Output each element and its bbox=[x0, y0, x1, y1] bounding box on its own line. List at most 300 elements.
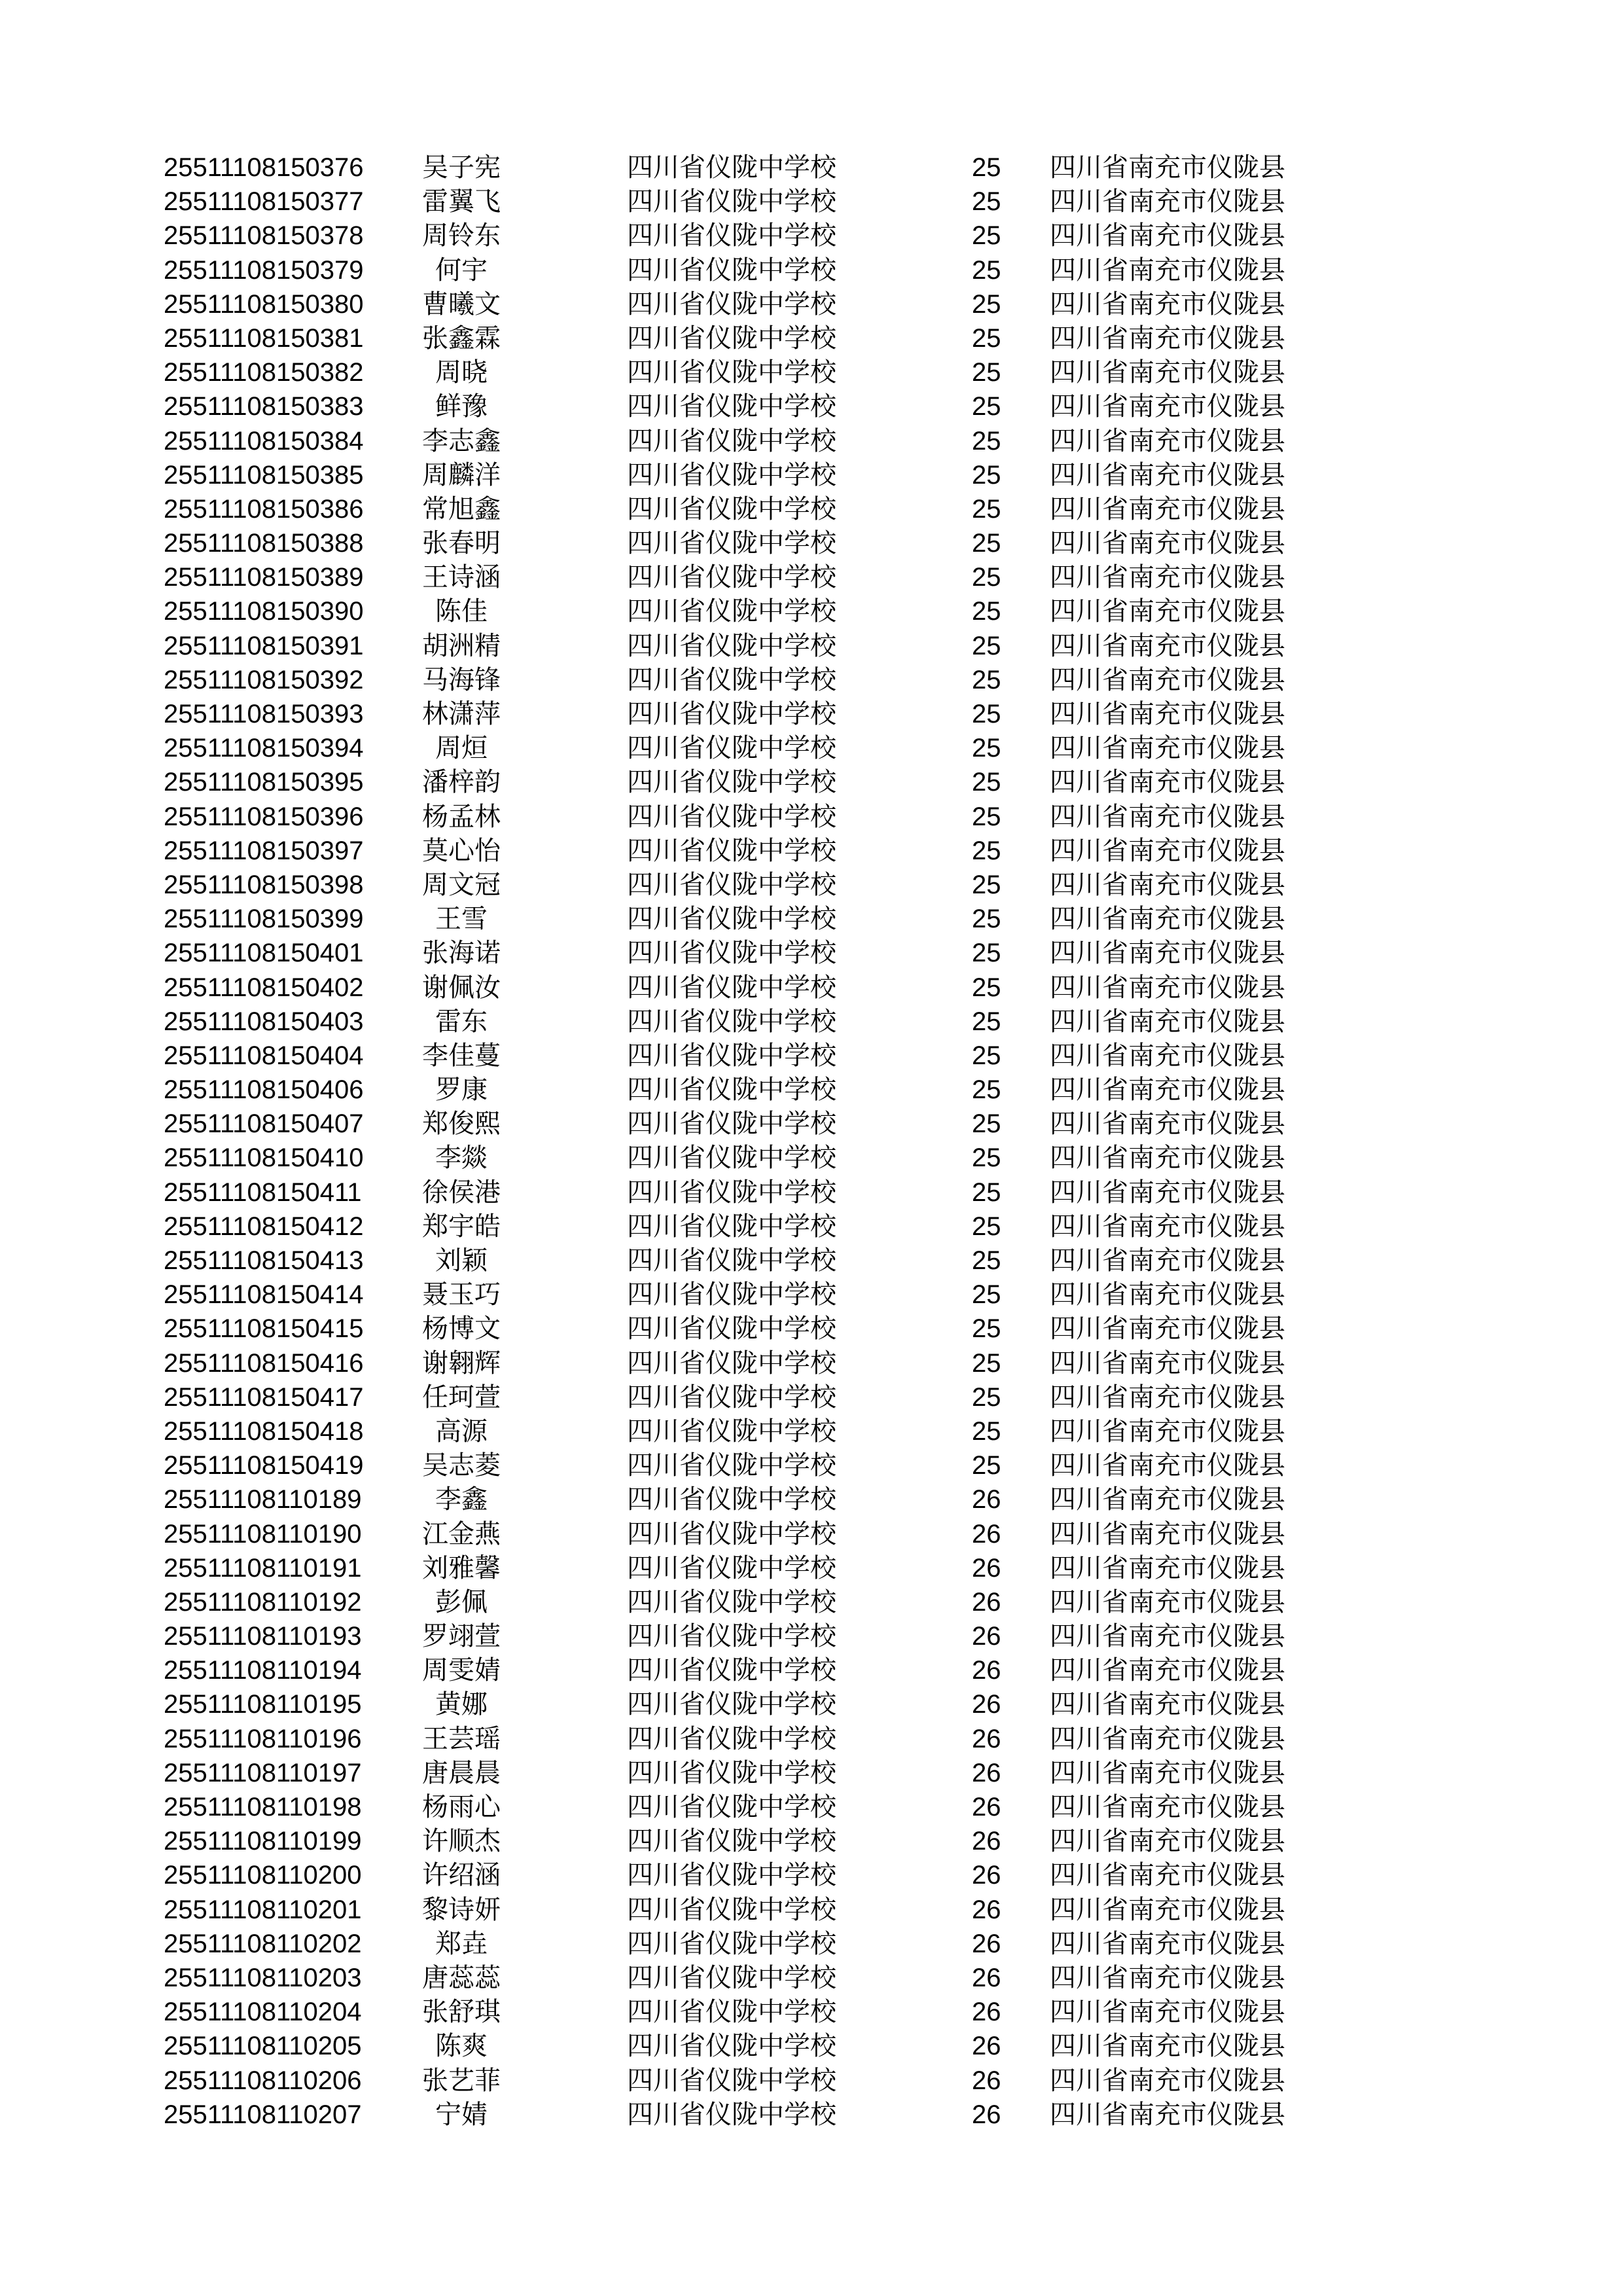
student-name-cell: 黎诗妍 bbox=[422, 1894, 501, 1925]
student-name-cell: 周文冠 bbox=[422, 869, 501, 900]
school-cell: 四川省仪陇中学校 bbox=[627, 425, 836, 456]
table-row bbox=[0, 1517, 1623, 1551]
student-name-cell: 周麟洋 bbox=[422, 459, 501, 490]
number-cell: 25 bbox=[972, 1314, 1001, 1344]
address-cell: 四川省南充市仪陇县 bbox=[1050, 1894, 1285, 1925]
school-cell: 四川省仪陇中学校 bbox=[627, 733, 836, 764]
student-id-cell: 25511108150393 bbox=[164, 700, 364, 728]
number-cell: 25 bbox=[972, 1451, 1001, 1480]
number-cell: 25 bbox=[972, 1246, 1001, 1275]
school-cell: 四川省仪陇中学校 bbox=[627, 1689, 836, 1720]
student-name-cell: 鲜豫 bbox=[435, 391, 488, 422]
number-cell: 26 bbox=[972, 1929, 1001, 1958]
student-id-cell: 25511108110201 bbox=[164, 1895, 362, 1924]
student-name-cell: 张海诺 bbox=[422, 938, 501, 969]
school-cell: 四川省仪陇中学校 bbox=[627, 1109, 836, 1139]
address-cell: 四川省南充市仪陇县 bbox=[1050, 938, 1285, 969]
student-id-cell: 25511108150418 bbox=[164, 1416, 364, 1446]
address-cell: 四川省南充市仪陇县 bbox=[1050, 904, 1285, 935]
school-cell: 四川省仪陇中学校 bbox=[627, 187, 836, 217]
address-cell: 四川省南充市仪陇县 bbox=[1050, 2031, 1285, 2062]
student-id-cell: 25511108110193 bbox=[164, 1622, 362, 1651]
school-cell: 四川省仪陇中学校 bbox=[627, 1826, 836, 1857]
school-cell: 四川省仪陇中学校 bbox=[627, 1723, 836, 1754]
student-id-cell: 25511108110202 bbox=[164, 1929, 362, 1958]
student-name-cell: 聂玉巧 bbox=[422, 1280, 501, 1310]
student-name-cell: 曹曦文 bbox=[422, 289, 501, 319]
number-cell: 25 bbox=[972, 494, 1001, 524]
table-row bbox=[0, 185, 1623, 219]
table-row bbox=[0, 1585, 1623, 1619]
student-id-cell: 25511108110196 bbox=[164, 1724, 362, 1753]
student-name-cell: 吴子宪 bbox=[422, 152, 501, 183]
school-cell: 四川省仪陇中学校 bbox=[627, 1621, 836, 1652]
student-id-cell: 25511108150378 bbox=[164, 221, 364, 251]
student-name-cell: 刘雅馨 bbox=[422, 1552, 501, 1583]
address-cell: 四川省南充市仪陇县 bbox=[1050, 1997, 1285, 2028]
school-cell: 四川省仪陇中学校 bbox=[627, 1792, 836, 1822]
student-id-cell: 25511108150398 bbox=[164, 870, 364, 899]
school-cell: 四川省仪陇中学校 bbox=[627, 596, 836, 627]
number-cell: 25 bbox=[972, 187, 1001, 217]
number-cell: 25 bbox=[972, 392, 1001, 422]
school-cell: 四川省仪陇中学校 bbox=[627, 391, 836, 422]
number-cell: 26 bbox=[972, 1998, 1001, 2027]
address-cell: 四川省南充市仪陇县 bbox=[1050, 255, 1285, 285]
address-cell: 四川省南充市仪陇县 bbox=[1050, 1382, 1285, 1412]
school-cell: 四川省仪陇中学校 bbox=[627, 357, 836, 388]
student-name-cell: 周烜 bbox=[435, 733, 488, 764]
address-cell: 四川省南充市仪陇县 bbox=[1050, 699, 1285, 729]
student-id-cell: 25511108110204 bbox=[164, 1998, 362, 2027]
table-row bbox=[0, 663, 1623, 697]
student-name-cell: 杨孟林 bbox=[422, 801, 501, 832]
table-row bbox=[0, 1824, 1623, 1858]
address-cell: 四川省南充市仪陇县 bbox=[1050, 1416, 1285, 1446]
student-name-cell: 彭佩 bbox=[435, 1587, 488, 1617]
table-row bbox=[0, 629, 1623, 663]
school-cell: 四川省仪陇中学校 bbox=[627, 1928, 836, 1959]
school-cell: 四川省仪陇中学校 bbox=[627, 630, 836, 661]
number-cell: 25 bbox=[972, 665, 1001, 694]
student-name-cell: 李鑫 bbox=[435, 1484, 488, 1515]
number-cell: 26 bbox=[972, 1827, 1001, 1856]
student-name-cell: 谢佩汝 bbox=[422, 972, 501, 1003]
student-name-cell: 林潇萍 bbox=[422, 699, 501, 729]
student-id-cell: 25511108150395 bbox=[164, 768, 364, 797]
table-row bbox=[0, 1448, 1623, 1482]
number-cell: 25 bbox=[972, 426, 1001, 456]
table-row bbox=[0, 1039, 1623, 1073]
address-cell: 四川省南充市仪陇县 bbox=[1050, 1757, 1285, 1788]
number-cell: 26 bbox=[972, 1861, 1001, 1890]
table-row bbox=[0, 1756, 1623, 1790]
school-cell: 四川省仪陇中学校 bbox=[627, 562, 836, 593]
address-cell: 四川省南充市仪陇县 bbox=[1050, 1143, 1285, 1174]
school-cell: 四川省仪陇中学校 bbox=[627, 1552, 836, 1583]
student-list bbox=[0, 151, 1623, 2132]
table-row bbox=[0, 1312, 1623, 1346]
student-id-cell: 25511108150416 bbox=[164, 1348, 364, 1378]
number-cell: 25 bbox=[972, 460, 1001, 490]
address-cell: 四川省南充市仪陇县 bbox=[1050, 1109, 1285, 1139]
table-row bbox=[0, 1619, 1623, 1653]
school-cell: 四川省仪陇中学校 bbox=[627, 1040, 836, 1071]
address-cell: 四川省南充市仪陇县 bbox=[1050, 1246, 1285, 1276]
number-cell: 26 bbox=[972, 1656, 1001, 1685]
school-cell: 四川省仪陇中学校 bbox=[627, 1348, 836, 1378]
address-cell: 四川省南充市仪陇县 bbox=[1050, 1348, 1285, 1378]
student-name-cell: 周铃东 bbox=[422, 221, 501, 251]
school-cell: 四川省仪陇中学校 bbox=[627, 1416, 836, 1446]
number-cell: 25 bbox=[972, 802, 1001, 831]
address-cell: 四川省南充市仪陇县 bbox=[1050, 1928, 1285, 1959]
student-id-cell: 25511108110206 bbox=[164, 2066, 362, 2095]
student-id-cell: 25511108150385 bbox=[164, 460, 364, 490]
student-name-cell: 何宇 bbox=[435, 255, 488, 285]
number-cell: 26 bbox=[972, 1690, 1001, 1719]
table-row bbox=[0, 355, 1623, 389]
address-cell: 四川省南充市仪陇县 bbox=[1050, 1826, 1285, 1857]
school-cell: 四川省仪陇中学校 bbox=[627, 2065, 836, 2096]
student-id-cell: 25511108150413 bbox=[164, 1246, 364, 1275]
number-cell: 26 bbox=[972, 2032, 1001, 2061]
number-cell: 25 bbox=[972, 905, 1001, 934]
school-cell: 四川省仪陇中学校 bbox=[627, 1655, 836, 1686]
address-cell: 四川省南充市仪陇县 bbox=[1050, 2065, 1285, 2096]
number-cell: 25 bbox=[972, 1177, 1001, 1207]
student-name-cell: 刘颖 bbox=[435, 1246, 488, 1276]
number-cell: 25 bbox=[972, 870, 1001, 899]
number-cell: 25 bbox=[972, 1348, 1001, 1378]
number-cell: 25 bbox=[972, 221, 1001, 251]
table-row bbox=[0, 492, 1623, 526]
student-id-cell: 25511108150391 bbox=[164, 631, 364, 660]
table-row bbox=[0, 389, 1623, 423]
address-cell: 四川省南充市仪陇县 bbox=[1050, 187, 1285, 217]
address-cell: 四川省南充市仪陇县 bbox=[1050, 425, 1285, 456]
table-row bbox=[0, 1107, 1623, 1141]
number-cell: 26 bbox=[972, 1553, 1001, 1583]
school-cell: 四川省仪陇中学校 bbox=[627, 528, 836, 559]
student-name-cell: 杨雨心 bbox=[422, 1792, 501, 1822]
table-row bbox=[0, 253, 1623, 287]
student-id-cell: 25511108110197 bbox=[164, 1758, 362, 1787]
student-id-cell: 25511108150410 bbox=[164, 1143, 364, 1173]
address-cell: 四川省南充市仪陇县 bbox=[1050, 221, 1285, 251]
student-name-cell: 任珂萱 bbox=[422, 1382, 501, 1412]
number-cell: 26 bbox=[972, 1793, 1001, 1821]
student-id-cell: 25511108110189 bbox=[164, 1485, 362, 1515]
address-cell: 四川省南充市仪陇县 bbox=[1050, 1484, 1285, 1515]
table-row bbox=[0, 1653, 1623, 1687]
address-cell: 四川省南充市仪陇县 bbox=[1050, 1314, 1285, 1344]
address-cell: 四川省南充市仪陇县 bbox=[1050, 869, 1285, 900]
school-cell: 四川省仪陇中学校 bbox=[627, 938, 836, 969]
number-cell: 26 bbox=[972, 1963, 1001, 1992]
address-cell: 四川省南充市仪陇县 bbox=[1050, 801, 1285, 832]
student-id-cell: 25511108110190 bbox=[164, 1519, 362, 1549]
address-cell: 四川省南充市仪陇县 bbox=[1050, 1860, 1285, 1891]
student-id-cell: 25511108150384 bbox=[164, 426, 364, 456]
table-row bbox=[0, 834, 1623, 868]
address-cell: 四川省南充市仪陇县 bbox=[1050, 391, 1285, 422]
school-cell: 四川省仪陇中学校 bbox=[627, 459, 836, 490]
student-name-cell: 罗康 bbox=[435, 1075, 488, 1105]
number-cell: 25 bbox=[972, 1109, 1001, 1139]
student-name-cell: 吴志菱 bbox=[422, 1450, 501, 1481]
number-cell: 26 bbox=[972, 1485, 1001, 1515]
number-cell: 25 bbox=[972, 700, 1001, 728]
number-cell: 25 bbox=[972, 973, 1001, 1002]
school-cell: 四川省仪陇中学校 bbox=[627, 664, 836, 695]
school-cell: 四川省仪陇中学校 bbox=[627, 2099, 836, 2130]
student-id-cell: 25511108110205 bbox=[164, 2032, 362, 2061]
table-row bbox=[0, 800, 1623, 834]
address-cell: 四川省南充市仪陇县 bbox=[1050, 664, 1285, 695]
student-name-cell: 郑俊熙 bbox=[422, 1109, 501, 1139]
student-name-cell: 潘梓韵 bbox=[422, 767, 501, 798]
school-cell: 四川省仪陇中学校 bbox=[627, 835, 836, 866]
school-cell: 四川省仪陇中学校 bbox=[627, 1177, 836, 1208]
address-cell: 四川省南充市仪陇县 bbox=[1050, 1587, 1285, 1617]
student-name-cell: 周晓 bbox=[435, 357, 488, 388]
student-name-cell: 宁婧 bbox=[435, 2099, 488, 2130]
number-cell: 25 bbox=[972, 255, 1001, 285]
student-name-cell: 许顺杰 bbox=[422, 1826, 501, 1857]
table-row bbox=[0, 765, 1623, 799]
table-row bbox=[0, 424, 1623, 458]
student-id-cell: 25511108150403 bbox=[164, 1007, 364, 1036]
student-name-cell: 罗翊萱 bbox=[422, 1621, 501, 1652]
student-name-cell: 常旭鑫 bbox=[422, 493, 501, 524]
student-name-cell: 郑宇皓 bbox=[422, 1211, 501, 1242]
school-cell: 四川省仪陇中学校 bbox=[627, 1894, 836, 1925]
student-id-cell: 25511108110199 bbox=[164, 1827, 362, 1856]
student-id-cell: 25511108150417 bbox=[164, 1382, 364, 1412]
student-id-cell: 25511108150399 bbox=[164, 905, 364, 934]
table-row bbox=[0, 731, 1623, 765]
student-name-cell: 胡洲精 bbox=[422, 630, 501, 661]
school-cell: 四川省仪陇中学校 bbox=[627, 1075, 836, 1105]
school-cell: 四川省仪陇中学校 bbox=[627, 493, 836, 524]
number-cell: 25 bbox=[972, 734, 1001, 763]
table-row bbox=[0, 868, 1623, 902]
student-name-cell: 江金燕 bbox=[422, 1518, 501, 1549]
student-name-cell: 谢翱辉 bbox=[422, 1348, 501, 1378]
student-name-cell: 张春明 bbox=[422, 528, 501, 559]
school-cell: 四川省仪陇中学校 bbox=[627, 1587, 836, 1617]
school-cell: 四川省仪陇中学校 bbox=[627, 1518, 836, 1549]
student-id-cell: 25511108150381 bbox=[164, 323, 364, 353]
address-cell: 四川省南充市仪陇县 bbox=[1050, 1280, 1285, 1310]
table-row bbox=[0, 902, 1623, 936]
student-name-cell: 张艺菲 bbox=[422, 2065, 501, 2096]
student-id-cell: 25511108150415 bbox=[164, 1314, 364, 1344]
address-cell: 四川省南充市仪陇县 bbox=[1050, 1689, 1285, 1720]
student-id-cell: 25511108150419 bbox=[164, 1451, 364, 1480]
student-name-cell: 黄娜 bbox=[435, 1689, 488, 1720]
school-cell: 四川省仪陇中学校 bbox=[627, 801, 836, 832]
school-cell: 四川省仪陇中学校 bbox=[627, 904, 836, 935]
student-id-cell: 25511108150388 bbox=[164, 529, 364, 558]
student-name-cell: 高源 bbox=[435, 1416, 488, 1446]
student-id-cell: 25511108150406 bbox=[164, 1075, 364, 1105]
address-cell: 四川省南充市仪陇县 bbox=[1050, 1655, 1285, 1686]
student-id-cell: 25511108150386 bbox=[164, 494, 364, 524]
table-row bbox=[0, 936, 1623, 970]
table-row bbox=[0, 1380, 1623, 1414]
table-row bbox=[0, 1210, 1623, 1244]
student-name-cell: 郑垚 bbox=[435, 1928, 488, 1959]
student-id-cell: 25511108150380 bbox=[164, 289, 364, 319]
address-cell: 四川省南充市仪陇县 bbox=[1050, 733, 1285, 764]
school-cell: 四川省仪陇中学校 bbox=[627, 1006, 836, 1037]
number-cell: 25 bbox=[972, 836, 1001, 865]
number-cell: 25 bbox=[972, 631, 1001, 660]
number-cell: 25 bbox=[972, 358, 1001, 387]
student-id-cell: 25511108150397 bbox=[164, 836, 364, 865]
school-cell: 四川省仪陇中学校 bbox=[627, 699, 836, 729]
student-id-cell: 25511108150412 bbox=[164, 1211, 364, 1241]
student-name-cell: 李佳蔓 bbox=[422, 1040, 501, 1071]
student-id-cell: 25511108150389 bbox=[164, 563, 364, 592]
school-cell: 四川省仪陇中学校 bbox=[627, 1997, 836, 2028]
address-cell: 四川省南充市仪陇县 bbox=[1050, 1792, 1285, 1822]
table-row bbox=[0, 697, 1623, 731]
student-id-cell: 25511108150401 bbox=[164, 939, 364, 968]
student-name-cell: 许绍涵 bbox=[422, 1860, 501, 1891]
number-cell: 25 bbox=[972, 597, 1001, 626]
table-row bbox=[0, 2064, 1623, 2098]
student-name-cell: 王芸瑶 bbox=[422, 1723, 501, 1754]
school-cell: 四川省仪陇中学校 bbox=[627, 255, 836, 285]
number-cell: 25 bbox=[972, 1211, 1001, 1241]
student-id-cell: 25511108150402 bbox=[164, 973, 364, 1002]
table-row bbox=[0, 1858, 1623, 1892]
student-id-cell: 25511108150379 bbox=[164, 255, 364, 285]
address-cell: 四川省南充市仪陇县 bbox=[1050, 1518, 1285, 1549]
table-row bbox=[0, 1073, 1623, 1107]
address-cell: 四川省南充市仪陇县 bbox=[1050, 152, 1285, 183]
number-cell: 26 bbox=[972, 1895, 1001, 1924]
school-cell: 四川省仪陇中学校 bbox=[627, 152, 836, 183]
number-cell: 25 bbox=[972, 1280, 1001, 1310]
student-id-cell: 25511108150396 bbox=[164, 802, 364, 831]
student-id-cell: 25511108110194 bbox=[164, 1656, 362, 1685]
student-name-cell: 莫心怡 bbox=[422, 835, 501, 866]
student-name-cell: 王诗涵 bbox=[422, 562, 501, 593]
address-cell: 四川省南充市仪陇县 bbox=[1050, 1006, 1285, 1037]
student-name-cell: 李燚 bbox=[435, 1143, 488, 1174]
address-cell: 四川省南充市仪陇县 bbox=[1050, 1552, 1285, 1583]
school-cell: 四川省仪陇中学校 bbox=[627, 869, 836, 900]
student-id-cell: 25511108110207 bbox=[164, 2100, 362, 2129]
student-id-cell: 25511108150414 bbox=[164, 1280, 364, 1310]
table-row bbox=[0, 1687, 1623, 1721]
address-cell: 四川省南充市仪陇县 bbox=[1050, 528, 1285, 559]
student-id-cell: 25511108110203 bbox=[164, 1963, 362, 1992]
table-row bbox=[0, 1414, 1623, 1448]
address-cell: 四川省南充市仪陇县 bbox=[1050, 835, 1285, 866]
table-row bbox=[0, 458, 1623, 492]
address-cell: 四川省南充市仪陇县 bbox=[1050, 562, 1285, 593]
school-cell: 四川省仪陇中学校 bbox=[627, 2031, 836, 2062]
address-cell: 四川省南充市仪陇县 bbox=[1050, 596, 1285, 627]
number-cell: 25 bbox=[972, 1382, 1001, 1412]
student-name-cell: 陈爽 bbox=[435, 2031, 488, 2062]
address-cell: 四川省南充市仪陇县 bbox=[1050, 1962, 1285, 1993]
number-cell: 26 bbox=[972, 1622, 1001, 1651]
table-row bbox=[0, 1244, 1623, 1278]
table-row bbox=[0, 1961, 1623, 1995]
school-cell: 四川省仪陇中学校 bbox=[627, 1314, 836, 1344]
number-cell: 25 bbox=[972, 153, 1001, 182]
table-row bbox=[0, 321, 1623, 355]
table-row bbox=[0, 151, 1623, 185]
table-row bbox=[0, 526, 1623, 560]
number-cell: 25 bbox=[972, 529, 1001, 558]
student-name-cell: 马海锋 bbox=[422, 664, 501, 695]
school-cell: 四川省仪陇中学校 bbox=[627, 1757, 836, 1788]
student-name-cell: 李志鑫 bbox=[422, 425, 501, 456]
address-cell: 四川省南充市仪陇县 bbox=[1050, 767, 1285, 798]
number-cell: 25 bbox=[972, 1143, 1001, 1173]
table-row bbox=[0, 560, 1623, 594]
school-cell: 四川省仪陇中学校 bbox=[627, 1211, 836, 1242]
table-row bbox=[0, 219, 1623, 253]
student-id-cell: 25511108150404 bbox=[164, 1041, 364, 1070]
student-id-cell: 25511108150390 bbox=[164, 597, 364, 626]
address-cell: 四川省南充市仪陇县 bbox=[1050, 1177, 1285, 1208]
student-id-cell: 25511108150376 bbox=[164, 153, 364, 182]
table-row bbox=[0, 1995, 1623, 2029]
student-id-cell: 25511108150411 bbox=[164, 1177, 362, 1207]
school-cell: 四川省仪陇中学校 bbox=[627, 289, 836, 319]
table-row bbox=[0, 2029, 1623, 2063]
address-cell: 四川省南充市仪陇县 bbox=[1050, 459, 1285, 490]
student-name-cell: 杨博文 bbox=[422, 1314, 501, 1344]
address-cell: 四川省南充市仪陇县 bbox=[1050, 493, 1285, 524]
student-name-cell: 徐侯港 bbox=[422, 1177, 501, 1208]
student-id-cell: 25511108150383 bbox=[164, 392, 364, 422]
number-cell: 26 bbox=[972, 1587, 1001, 1617]
student-id-cell: 25511108110198 bbox=[164, 1793, 362, 1821]
student-name-cell: 张鑫霖 bbox=[422, 323, 501, 353]
school-cell: 四川省仪陇中学校 bbox=[627, 1246, 836, 1276]
student-id-cell: 25511108110191 bbox=[164, 1553, 362, 1583]
student-name-cell: 王雪 bbox=[435, 904, 488, 935]
table-row bbox=[0, 1278, 1623, 1312]
student-name-cell: 陈佳 bbox=[435, 596, 488, 627]
school-cell: 四川省仪陇中学校 bbox=[627, 1484, 836, 1515]
address-cell: 四川省南充市仪陇县 bbox=[1050, 972, 1285, 1003]
address-cell: 四川省南充市仪陇县 bbox=[1050, 357, 1285, 388]
student-id-cell: 25511108150382 bbox=[164, 358, 364, 387]
address-cell: 四川省南充市仪陇县 bbox=[1050, 1040, 1285, 1071]
address-cell: 四川省南充市仪陇县 bbox=[1050, 1621, 1285, 1652]
student-id-cell: 25511108150392 bbox=[164, 665, 364, 694]
table-row bbox=[0, 1893, 1623, 1927]
school-cell: 四川省仪陇中学校 bbox=[627, 1962, 836, 1993]
number-cell: 25 bbox=[972, 1007, 1001, 1036]
student-name-cell: 张舒琪 bbox=[422, 1997, 501, 2028]
student-id-cell: 25511108110195 bbox=[164, 1690, 362, 1719]
table-row bbox=[0, 1141, 1623, 1175]
student-id-cell: 25511108150407 bbox=[164, 1109, 364, 1139]
school-cell: 四川省仪陇中学校 bbox=[627, 1450, 836, 1481]
address-cell: 四川省南充市仪陇县 bbox=[1050, 1450, 1285, 1481]
